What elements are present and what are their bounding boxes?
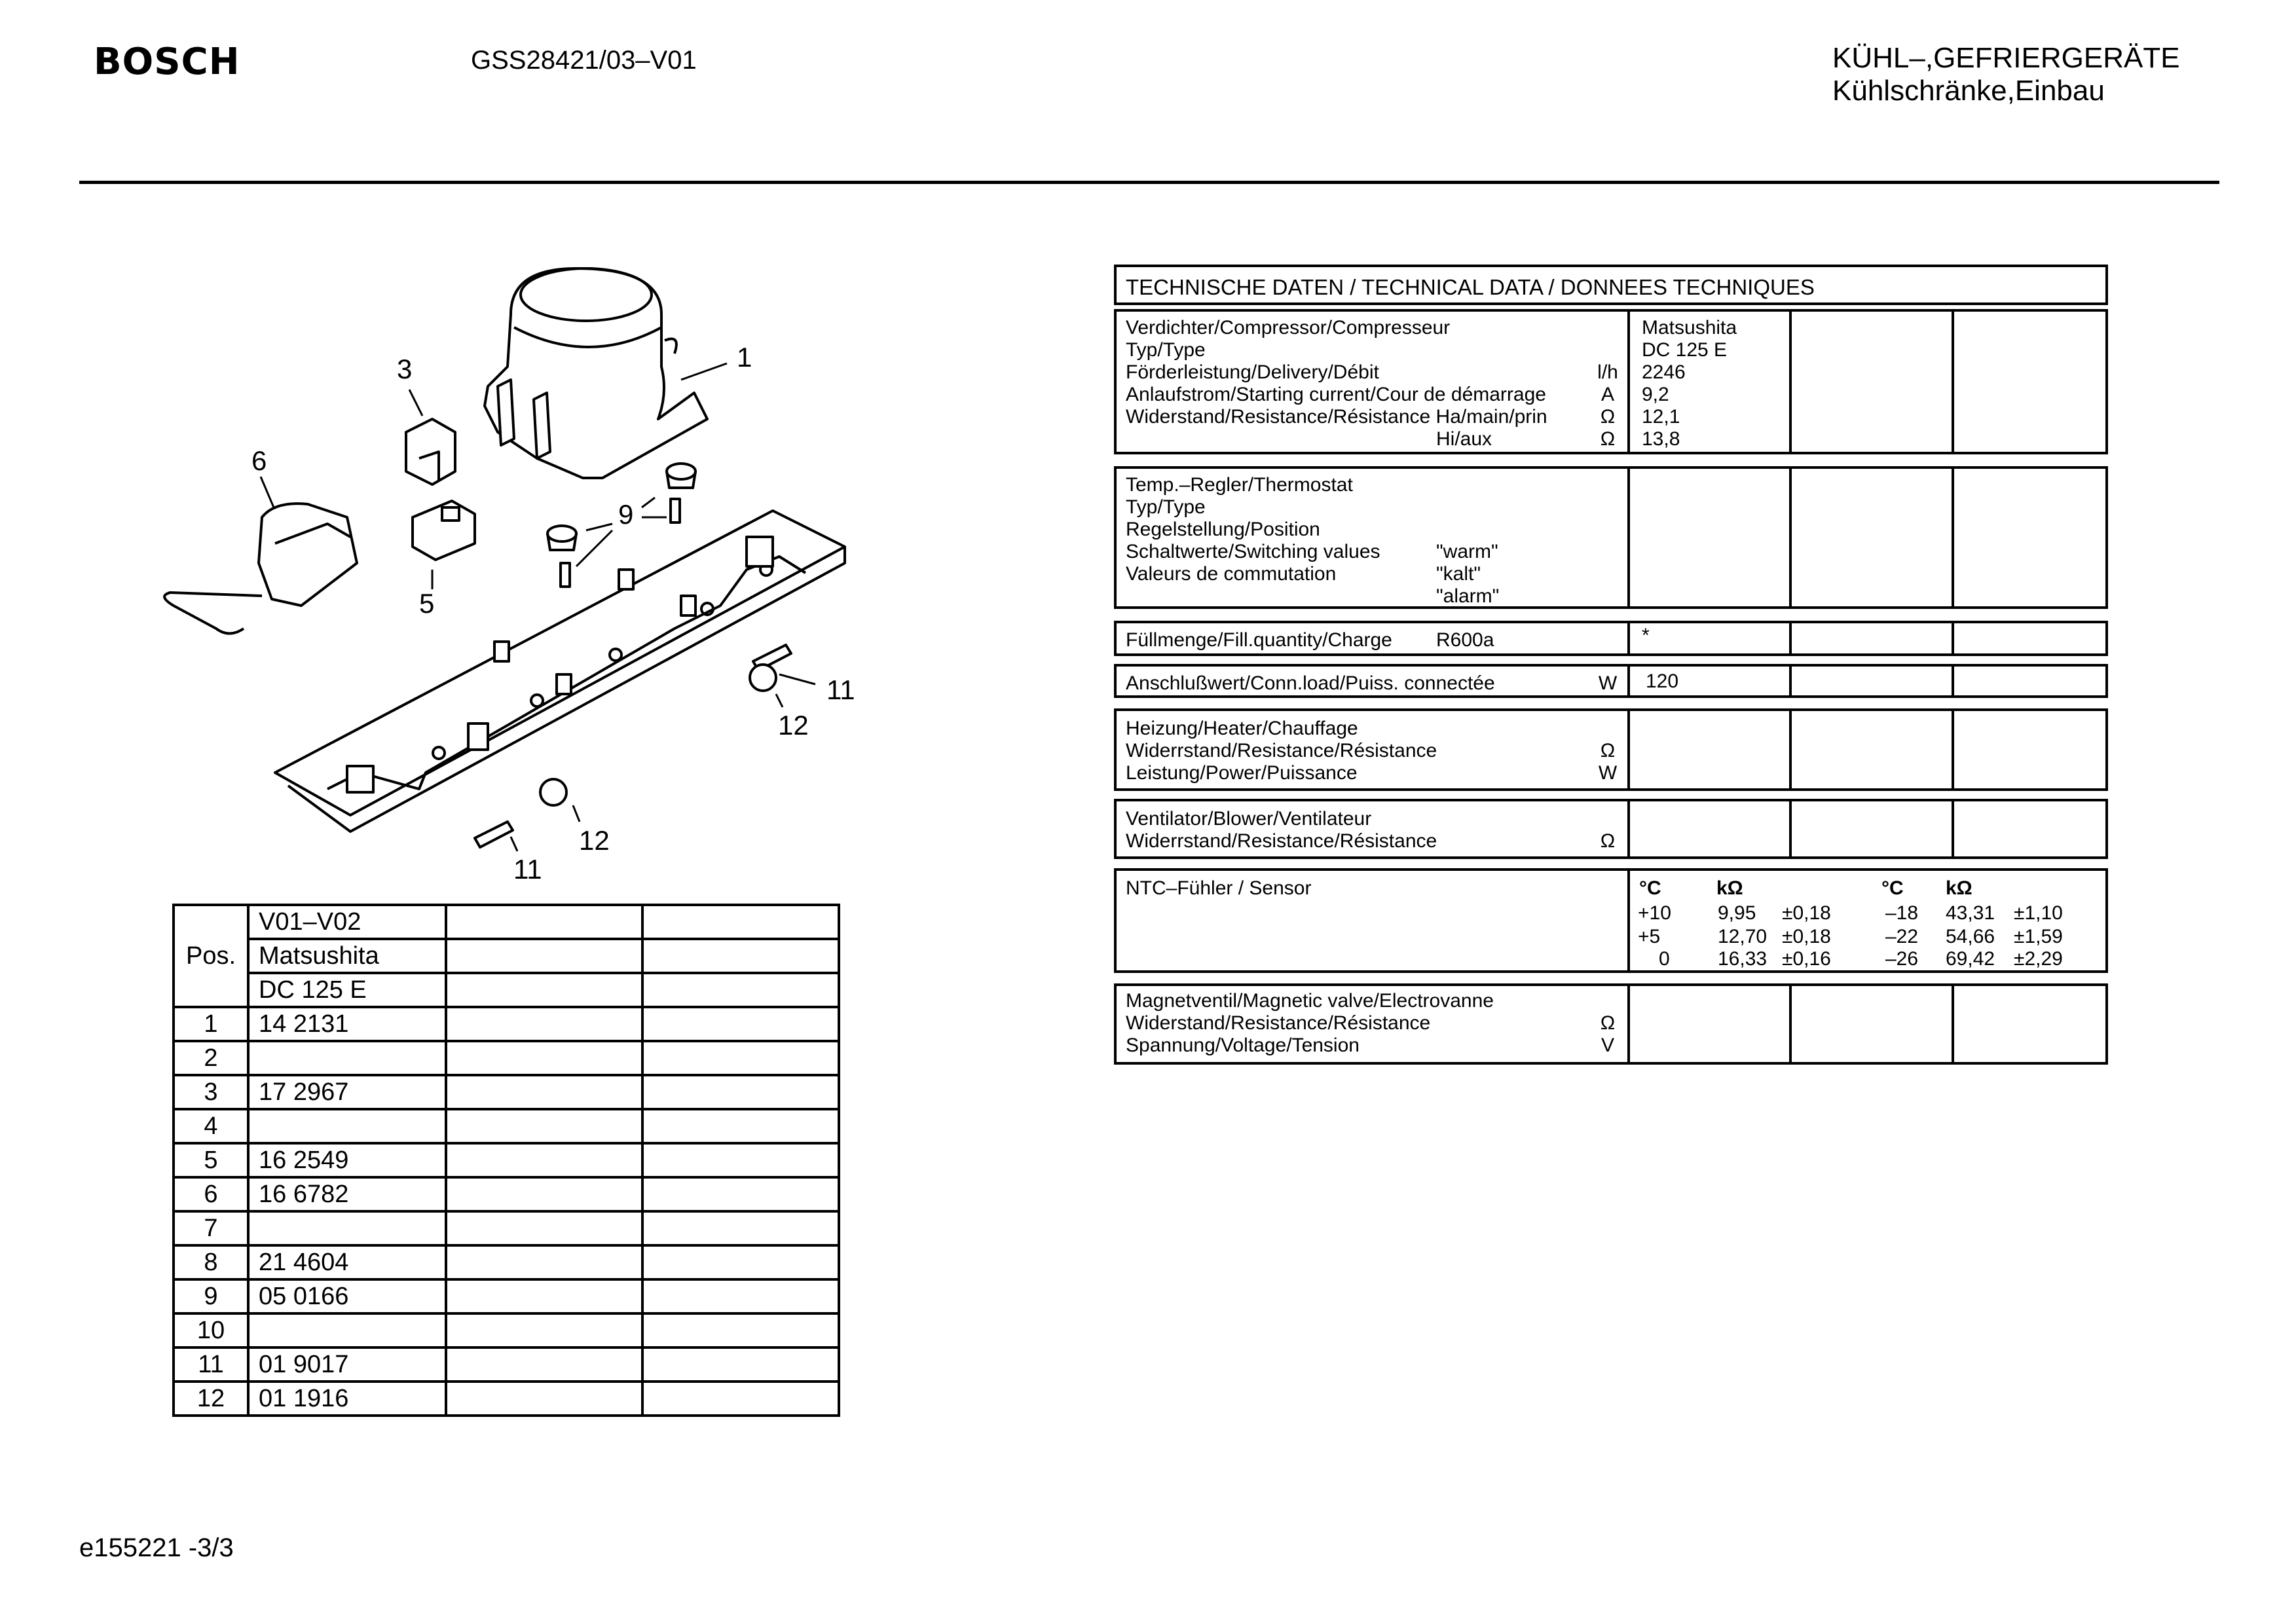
fan-label: Ventilator/Blower/Ventilateur bbox=[1126, 808, 1372, 830]
ntc-temp: +10 bbox=[1638, 902, 1671, 924]
column-divider bbox=[1627, 711, 1630, 788]
resistance-label: Widerstand/Resistance/Résistance bbox=[1126, 1012, 1431, 1034]
start-relay-part bbox=[406, 419, 455, 485]
column-divider bbox=[1952, 312, 1954, 452]
table-row bbox=[174, 905, 839, 939]
column-divider bbox=[1627, 312, 1630, 452]
power-label: Leistung/Power/Puissance bbox=[1126, 762, 1358, 784]
thermostat-label: Temp.–Regler/Thermostat bbox=[1126, 474, 1353, 496]
kiloohm-header: kΩ bbox=[1946, 877, 1972, 899]
pos-cell: 6 bbox=[174, 1177, 248, 1211]
parts-table bbox=[172, 904, 840, 1417]
column-divider bbox=[1789, 801, 1792, 856]
table-row bbox=[174, 1007, 839, 1041]
empty-cell bbox=[642, 1109, 839, 1143]
empty-cell bbox=[446, 1313, 642, 1347]
ntc-resistance: 54,66 bbox=[1946, 926, 1995, 947]
table-row bbox=[174, 1382, 839, 1416]
table-row bbox=[174, 1347, 839, 1382]
pos-cell: 10 bbox=[174, 1313, 248, 1347]
table-row bbox=[174, 973, 839, 1007]
celsius-header: °C bbox=[1881, 877, 1904, 899]
ntc-resistance: 69,42 bbox=[1946, 948, 1995, 970]
table-row bbox=[174, 1245, 839, 1279]
ntc-resistance: 9,95 bbox=[1718, 902, 1756, 924]
thermostat-section bbox=[1114, 466, 2108, 609]
compressor-part bbox=[485, 268, 707, 478]
part-number-cell: 05 0166 bbox=[248, 1279, 446, 1313]
ntc-temp: 0 bbox=[1659, 948, 1670, 970]
empty-cell bbox=[446, 939, 642, 973]
warm-label: "warm" bbox=[1436, 541, 1498, 562]
pos-cell: 4 bbox=[174, 1109, 248, 1143]
unit-ohm: Ω bbox=[1600, 740, 1616, 761]
part-number-cell bbox=[248, 1041, 446, 1075]
resistance-aux-value: 13,8 bbox=[1642, 428, 1680, 450]
column-divider bbox=[1789, 623, 1792, 653]
column-divider bbox=[1789, 986, 1792, 1062]
exploded-parts-diagram bbox=[151, 249, 910, 890]
empty-cell bbox=[642, 1177, 839, 1211]
pos-cell: 7 bbox=[174, 1211, 248, 1245]
compressor-type-value: DC 125 E bbox=[1642, 339, 1728, 361]
column-divider bbox=[1627, 623, 1630, 653]
empty-cell bbox=[642, 1211, 839, 1245]
part-number-cell: 14 2131 bbox=[248, 1007, 446, 1041]
table-row bbox=[174, 1075, 839, 1109]
position-label: Regelstellung/Position bbox=[1126, 519, 1320, 540]
column-divider bbox=[1627, 986, 1630, 1062]
pos-cell: 11 bbox=[174, 1347, 248, 1382]
pos-cell: 2 bbox=[174, 1041, 248, 1075]
callout-6: 6 bbox=[251, 445, 267, 476]
column-divider bbox=[1789, 711, 1792, 788]
cold-label: "kalt" bbox=[1436, 563, 1481, 585]
resistance-label: Widerrstand/Resistance/Résistance bbox=[1126, 740, 1437, 761]
compressor-section bbox=[1114, 309, 2108, 454]
part-number-cell: 16 2549 bbox=[248, 1143, 446, 1177]
relay-cover-part bbox=[164, 504, 357, 633]
connected-load-value: 120 bbox=[1646, 670, 1679, 692]
technical-data-title bbox=[1114, 265, 2108, 305]
empty-cell bbox=[446, 1279, 642, 1313]
empty-cell bbox=[642, 1382, 839, 1416]
part-number-cell bbox=[248, 1109, 446, 1143]
column-divider bbox=[1627, 871, 1630, 970]
callout-9: 9 bbox=[618, 499, 634, 530]
overload-protector-part bbox=[413, 501, 475, 560]
ntc-tolerance: ±2,29 bbox=[2014, 948, 2063, 970]
unit-ohm: Ω bbox=[1600, 406, 1616, 428]
callout-12-left: 12 bbox=[579, 825, 610, 856]
technical-data-title-text: TECHNISCHE DATEN / TECHNICAL DATA / DONNEES TECHNIQUES bbox=[1126, 275, 1815, 299]
table-row bbox=[174, 1279, 839, 1313]
empty-cell bbox=[642, 1075, 839, 1109]
empty-cell bbox=[446, 1007, 642, 1041]
empty-cell bbox=[446, 905, 642, 939]
empty-cell bbox=[642, 973, 839, 1007]
type-header: DC 125 E bbox=[248, 973, 446, 1007]
column-divider bbox=[1952, 986, 1954, 1062]
empty-cell bbox=[446, 1382, 642, 1416]
table-row bbox=[174, 1041, 839, 1075]
magnetic-valve-label: Magnetventil/Magnetic valve/Electrovanne bbox=[1126, 990, 1494, 1012]
table-row bbox=[174, 939, 839, 973]
kiloohm-header: kΩ bbox=[1716, 877, 1743, 899]
part-number-cell bbox=[248, 1313, 446, 1347]
empty-cell bbox=[642, 939, 839, 973]
category-subtitle: Kühlschränke,Einbau bbox=[1832, 75, 2105, 107]
empty-cell bbox=[446, 1075, 642, 1109]
unit-ohm: Ω bbox=[1600, 830, 1616, 852]
empty-cell bbox=[642, 1279, 839, 1313]
voltage-label: Spannung/Voltage/Tension bbox=[1126, 1035, 1360, 1056]
ntc-resistance: 12,70 bbox=[1718, 926, 1768, 947]
empty-cell bbox=[642, 905, 839, 939]
ntc-tolerance: ±0,16 bbox=[1782, 948, 1831, 970]
column-divider bbox=[1627, 469, 1630, 606]
pos-cell: 8 bbox=[174, 1245, 248, 1279]
empty-cell bbox=[642, 1313, 839, 1347]
column-divider bbox=[1952, 469, 1954, 606]
table-row bbox=[174, 1109, 839, 1143]
starting-current-value: 9,2 bbox=[1642, 384, 1669, 405]
header-divider bbox=[79, 181, 2219, 184]
pos-cell: 12 bbox=[174, 1382, 248, 1416]
heater-section bbox=[1114, 708, 2108, 791]
part-number-cell: 01 9017 bbox=[248, 1347, 446, 1382]
charge-value: * bbox=[1642, 625, 1650, 646]
empty-cell bbox=[446, 973, 642, 1007]
ntc-temp: –22 bbox=[1885, 926, 1919, 947]
part-number-cell bbox=[248, 1211, 446, 1245]
empty-cell bbox=[642, 1245, 839, 1279]
column-divider bbox=[1952, 623, 1954, 653]
callout-12-right: 12 bbox=[778, 710, 809, 741]
column-divider bbox=[1789, 312, 1792, 452]
part-number-cell: 16 6782 bbox=[248, 1177, 446, 1211]
column-divider bbox=[1952, 801, 1954, 856]
celsius-header: °C bbox=[1639, 877, 1661, 899]
ntc-sensor-label: NTC–Fühler / Sensor bbox=[1126, 877, 1312, 899]
table-row bbox=[174, 1211, 839, 1245]
unit-volt: V bbox=[1601, 1035, 1614, 1056]
commutation-values-label: Valeurs de commutation bbox=[1126, 563, 1337, 585]
part-number-cell: 17 2967 bbox=[248, 1075, 446, 1109]
empty-cell bbox=[446, 1347, 642, 1382]
resistance-label: Widerrstand/Resistance/Résistance bbox=[1126, 830, 1437, 852]
ntc-tolerance: ±0,18 bbox=[1782, 926, 1831, 947]
connected-load-label: Anschlußwert/Conn.load/Puiss. connectée bbox=[1126, 672, 1495, 694]
unit-delivery: l/h bbox=[1597, 361, 1618, 383]
type-label: Typ/Type bbox=[1126, 496, 1206, 518]
compressor-manufacturer-value: Matsushita bbox=[1642, 317, 1737, 339]
ntc-tolerance: ±1,10 bbox=[2014, 902, 2063, 924]
table-row bbox=[174, 1313, 839, 1347]
table-row bbox=[174, 1143, 839, 1177]
type-label: Typ/Type bbox=[1126, 339, 1206, 361]
part-number-cell: 21 4604 bbox=[248, 1245, 446, 1279]
switching-values-label: Schaltwerte/Switching values bbox=[1126, 541, 1380, 562]
manufacturer-header: Matsushita bbox=[248, 939, 446, 973]
resistance-main-label: Widerstand/Resistance/Résistance Ha/main/prin bbox=[1126, 406, 1547, 428]
table-row bbox=[174, 1177, 839, 1211]
delivery-value: 2246 bbox=[1642, 361, 1686, 383]
unit-watt: W bbox=[1598, 672, 1618, 694]
pos-cell: 9 bbox=[174, 1279, 248, 1313]
empty-cell bbox=[642, 1041, 839, 1075]
charge-section bbox=[1114, 621, 2108, 656]
callout-5: 5 bbox=[419, 588, 435, 619]
callout-11-left: 11 bbox=[513, 854, 542, 885]
column-divider bbox=[1952, 711, 1954, 788]
ntc-temp: –26 bbox=[1885, 948, 1919, 970]
fill-quantity-label: Füllmenge/Fill.quantity/Charge bbox=[1126, 629, 1392, 651]
compressor-label: Verdichter/Compressor/Compresseur bbox=[1126, 317, 1451, 339]
empty-cell bbox=[642, 1007, 839, 1041]
ntc-tolerance: ±0,18 bbox=[1782, 902, 1831, 924]
ntc-resistance: 16,33 bbox=[1718, 948, 1768, 970]
callout-3: 3 bbox=[397, 354, 413, 384]
unit-current: A bbox=[1601, 384, 1614, 405]
magnetic-valve-section bbox=[1114, 983, 2108, 1065]
version-header: V01–V02 bbox=[248, 905, 446, 939]
pos-header: Pos. bbox=[174, 905, 248, 1007]
pos-cell: 5 bbox=[174, 1143, 248, 1177]
column-divider bbox=[1789, 469, 1792, 606]
column-divider bbox=[1627, 667, 1630, 695]
starting-current-label: Anlaufstrom/Starting current/Cour de démarrage bbox=[1126, 384, 1546, 405]
empty-cell bbox=[642, 1347, 839, 1382]
brand-logo: BOSCH bbox=[94, 41, 240, 83]
document-id: e155221 -3/3 bbox=[79, 1533, 234, 1562]
resistance-aux-label: Hi/aux bbox=[1436, 428, 1492, 450]
empty-cell bbox=[446, 1109, 642, 1143]
column-divider bbox=[1627, 801, 1630, 856]
pos-cell: 1 bbox=[174, 1007, 248, 1041]
resistance-main-value: 12,1 bbox=[1642, 406, 1680, 428]
empty-cell bbox=[642, 1143, 839, 1177]
ntc-tolerance: ±1,59 bbox=[2014, 926, 2063, 947]
connected-load-section bbox=[1114, 664, 2108, 698]
unit-ohm: Ω bbox=[1600, 1012, 1616, 1034]
ntc-resistance: 43,31 bbox=[1946, 902, 1995, 924]
unit-ohm: Ω bbox=[1600, 428, 1616, 450]
callout-11-right: 11 bbox=[826, 674, 855, 705]
callout-1: 1 bbox=[737, 342, 752, 373]
empty-cell bbox=[446, 1177, 642, 1211]
empty-cell bbox=[446, 1041, 642, 1075]
model-number: GSS28421/03–V01 bbox=[471, 46, 697, 75]
delivery-label: Förderleistung/Delivery/Débit bbox=[1126, 361, 1379, 383]
ntc-temp: +5 bbox=[1638, 926, 1661, 947]
empty-cell bbox=[446, 1245, 642, 1279]
pos-cell: 3 bbox=[174, 1075, 248, 1109]
part-number-cell: 01 1916 bbox=[248, 1382, 446, 1416]
column-divider bbox=[1952, 667, 1954, 695]
refrigerant-value: R600a bbox=[1436, 629, 1494, 651]
ntc-temp: –18 bbox=[1885, 902, 1919, 924]
alarm-label: "alarm" bbox=[1436, 585, 1500, 607]
fan-section bbox=[1114, 799, 2108, 859]
heater-label: Heizung/Heater/Chauffage bbox=[1126, 718, 1358, 739]
ntc-sensor-section bbox=[1114, 868, 2108, 973]
column-divider bbox=[1789, 667, 1792, 695]
empty-cell bbox=[446, 1211, 642, 1245]
category-title: KÜHL–,GEFRIERGERÄTE bbox=[1832, 42, 2180, 74]
unit-watt: W bbox=[1598, 762, 1618, 784]
empty-cell bbox=[446, 1143, 642, 1177]
